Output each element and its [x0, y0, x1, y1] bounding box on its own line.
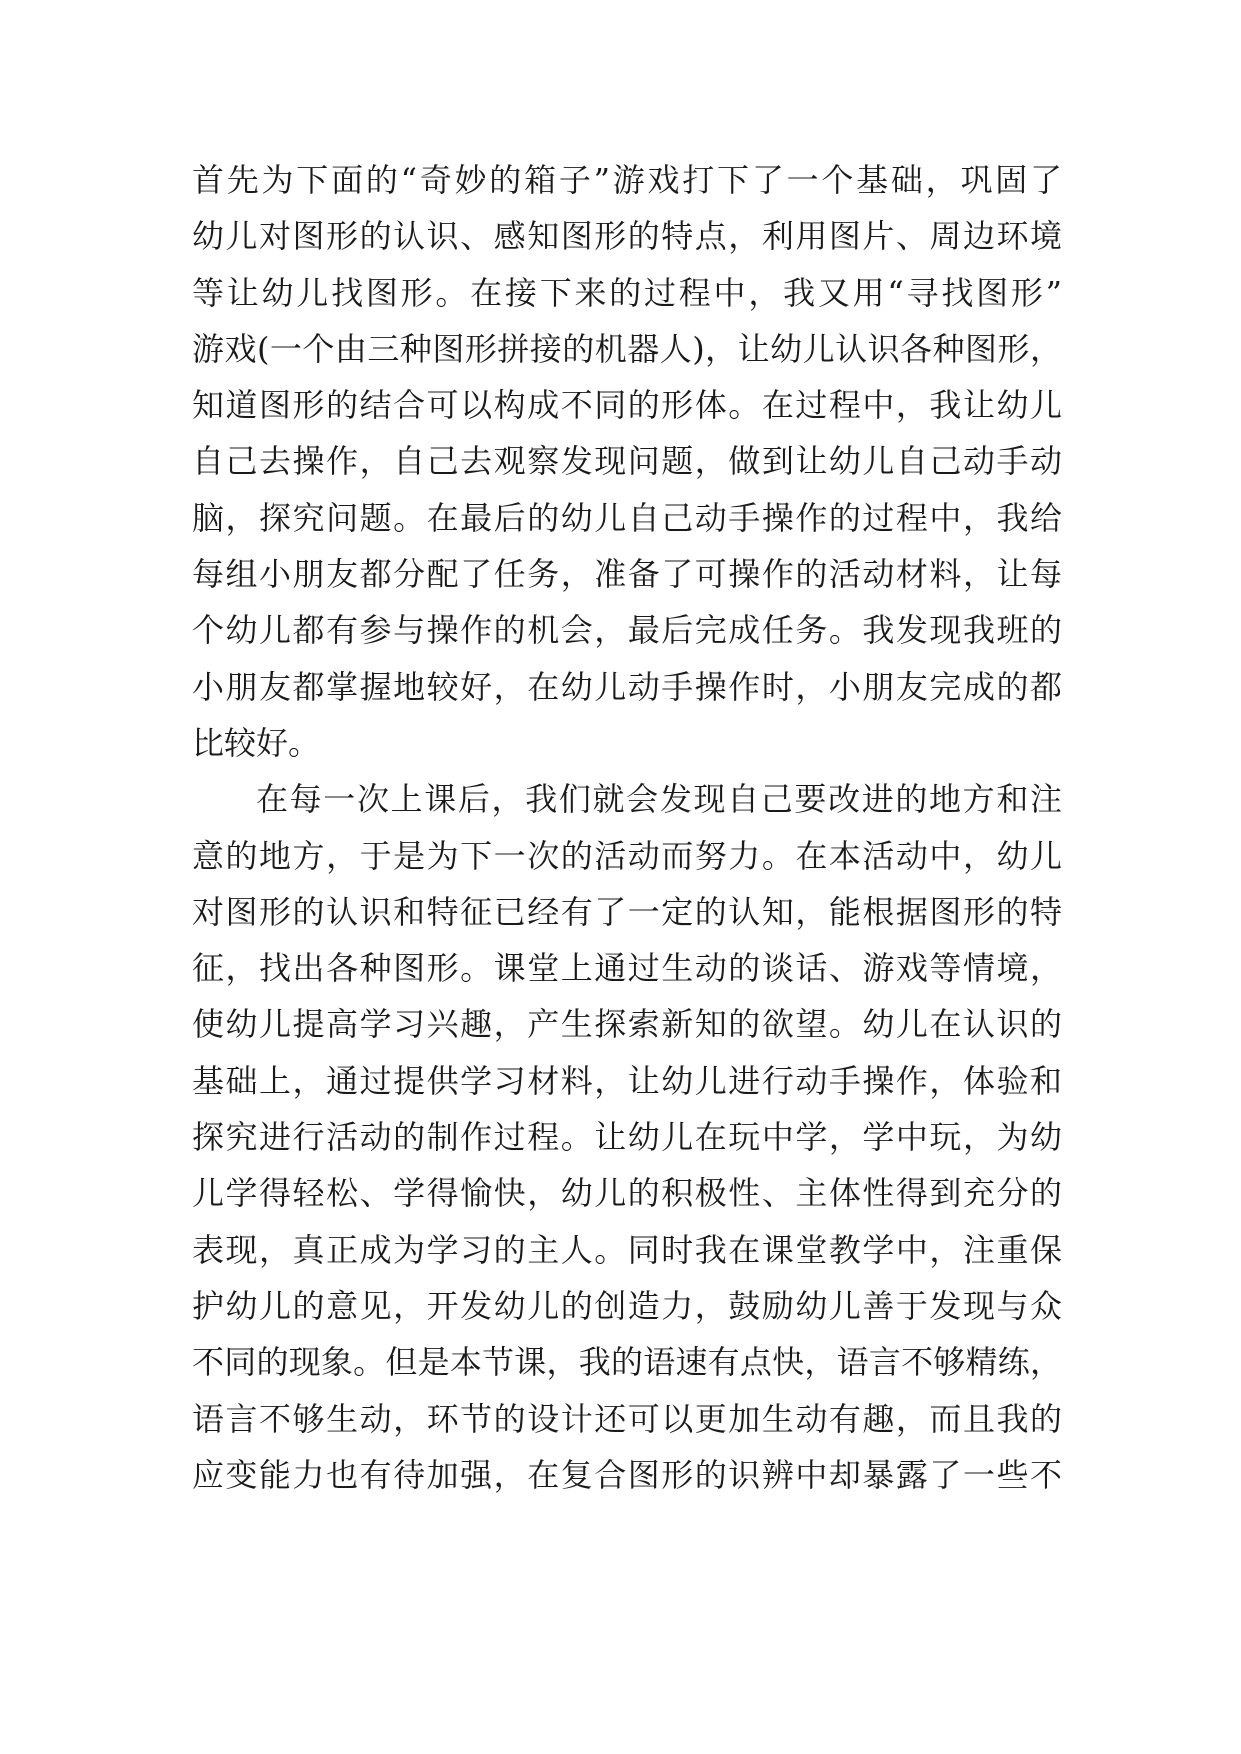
text-line: 首先为下面的“奇妙的箱子”游戏打下了一个基础，巩固了: [192, 161, 1062, 199]
text-line: 每组小朋友都分配了任务，准备了可操作的活动材料，让每: [192, 555, 1062, 594]
text-line: 个幼儿都有参与操作的机会，最后完成任务。我发现我班的: [192, 611, 1062, 650]
text-line: 知道图形的结合可以构成不同的形体。在过程中，我让幼儿: [192, 386, 1062, 425]
text-line: 基础上，通过提供学习材料，让幼儿进行动手操作，体验和: [192, 1061, 1062, 1100]
text-line: 等让幼儿找图形。在接下来的过程中，我又用“寻找图形”: [192, 273, 1062, 312]
text-line: 应变能力也有待加强，在复合图形的识辨中却暴露了一些不: [192, 1455, 1062, 1494]
text-line: 语言不够生动，环节的设计还可以更加生动有趣，而且我的: [192, 1399, 1062, 1438]
text-line: 征，找出各种图形。课堂上通过生动的谈话、游戏等情境，: [192, 949, 1062, 988]
text-line: 意的地方，于是为下一次的活动而努力。在本活动中，幼儿: [192, 836, 1062, 875]
text-line: 儿学得轻松、学得愉快，幼儿的积极性、主体性得到充分的: [192, 1174, 1062, 1213]
text-line: 脑，探究问题。在最后的幼儿自己动手操作的过程中，我给: [192, 498, 1062, 537]
text-line: 比较好。: [192, 723, 321, 762]
text-line: 对图形的认识和特征已经有了一定的认知，能根据图形的特: [192, 892, 1062, 931]
text-line: 护幼儿的意见，开发幼儿的创造力，鼓励幼儿善于发现与众: [192, 1286, 1062, 1325]
text-line: 幼儿对图形的认识、感知图形的特点，利用图片、周边环境: [192, 217, 1062, 256]
text-line: 在每一次上课后，我们就会发现自己要改进的地方和注: [256, 780, 1062, 819]
text-line: 不同的现象。但是本节课，我的语速有点快，语言不够精练，: [192, 1343, 1062, 1382]
text-line: 小朋友都掌握地较好，在幼儿动手操作时，小朋友完成的都: [192, 667, 1062, 706]
text-line: 自己去操作，自己去观察发现问题，做到让幼儿自己动手动: [192, 442, 1062, 481]
text-line: 游戏(一个由三种图形拼接的机器人)，让幼儿认识各种图形，: [192, 329, 1062, 368]
text-line: 表现，真正成为学习的主人。同时我在课堂教学中，注重保: [192, 1230, 1062, 1269]
text-line: 使幼儿提高学习兴趣，产生探索新知的欲望。幼儿在认识的: [192, 1005, 1062, 1044]
text-line: 探究进行活动的制作过程。让幼儿在玩中学，学中玩，为幼: [192, 1118, 1062, 1157]
body-text: [192, 152, 1062, 1503]
